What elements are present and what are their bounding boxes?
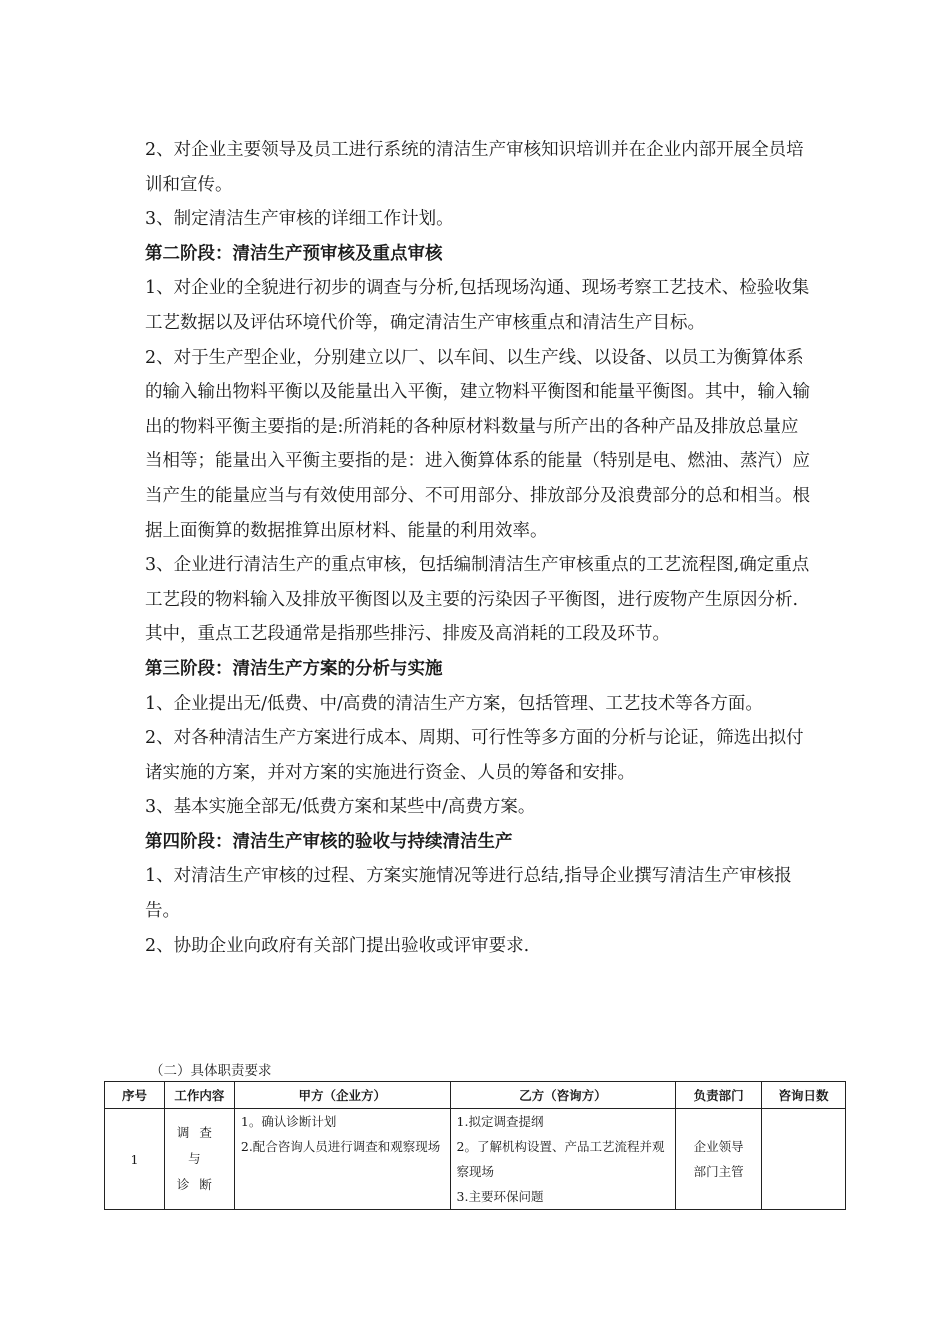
header-cell: 序号 [105,1082,165,1109]
work-content-line: 与 [188,1151,211,1166]
paragraph: 3、企业进行清洁生产的重点审核，包括编制清洁生产审核重点的工艺流程图,确定重点工艺段的物料输入及排放平衡图以及主要的污染因子平衡图，进行废物产生原因分析.其中，重点工艺段通常是指那些排污、排废及高消耗的工段及环节。 [145,555,810,645]
party-b-duties [450,1109,676,1210]
header-cell: 咨询日数 [762,1082,846,1109]
work-content-line: 调查 [176,1125,222,1140]
section-heading: 第三阶段：清洁生产方案的分析与实施 [145,658,443,679]
responsible-department [676,1109,762,1210]
paragraph: 3、制定清洁生产审核的详细工作计划。 [145,209,454,230]
body-text [145,133,815,963]
paragraph: 2、协助企业向政府有关部门提出验收或评审要求. [145,935,530,956]
party-a-item: 1。确认诊断计划 [240,1114,337,1129]
table-header-row [105,1082,846,1109]
party-a-item: 2.配合咨询人员进行调查和观察现场 [240,1139,441,1154]
work-content [164,1109,234,1210]
header-cell: 甲方（企业方） [234,1082,450,1109]
party-a-duties [234,1109,450,1210]
section-heading: 第四阶段：清洁生产审核的验收与持续清洁生产 [145,831,513,852]
department-line: 企业领导 [693,1139,744,1154]
header-cell: 工作内容 [164,1082,234,1109]
paragraph: 2、对于生产型企业，分别建立以厂、以车间、以生产线、以设备、以员工为衡算体系的输入输出物料平衡以及能量出入平衡，建立物料平衡图和能量平衡图。其中，输入输出的物料平衡主要指的是:所消耗的各种原材料数量与所产出的各种产品及排放总量应当相等；能量出入平衡主要指的是：进入衡算体系的能量（特别是电、燃油、蒸汽）应当产生的能量应当与有效使用部分、不可用部分、排放部分及浪费部分的总和相当。根据上面衡算的数据推算出原材料、能量的利用效率。 [145,347,810,541]
department-line: 部门主管 [693,1164,744,1179]
work-content-line: 诊断 [176,1177,222,1192]
consulting-days [762,1109,846,1210]
party-b-item: 1.拟定调查提纲 [456,1114,544,1129]
party-b-item: 3.主要环保问题 [456,1189,544,1204]
section-heading: 第二阶段：清洁生产预审核及重点审核 [145,243,443,264]
party-b-item: 2。了解机构设置、产品工艺流程并观察现场 [456,1139,665,1179]
table-caption: （二）具体职责要求 [150,1063,272,1079]
header-cell: 负责部门 [676,1082,762,1109]
paragraph: 1、对清洁生产审核的过程、方案实施情况等进行总结,指导企业撰写清洁生产审核报告。 [145,866,792,922]
paragraph: 3、基本实施全部无/低费方案和某些中/高费方案。 [145,797,536,818]
header-cell: 乙方（咨询方） [450,1082,676,1109]
paragraph: 1、企业提出无/低费、中/高费的清洁生产方案，包括管理、工艺技术等各方面。 [145,693,763,714]
table-row [105,1109,846,1210]
paragraph: 1、对企业的全貌进行初步的调查与分析,包括现场沟通、现场考察工艺技术、检验收集工艺数据以及评估环境代价等，确定清洁生产审核重点和清洁生产目标。 [145,278,810,333]
paragraph: 2、对企业主要领导及员工进行系统的清洁生产审核知识培训并在企业内部开展全员培训和宣传。 [145,140,804,195]
duty-table [104,1081,846,1210]
row-number: 1 [105,1109,165,1210]
paragraph: 2、对各种清洁生产方案进行成本、周期、可行性等多方面的分析与论证，筛选出拟付诸实施的方案，并对方案的实施进行资金、人员的筹备和安排。 [145,728,804,783]
